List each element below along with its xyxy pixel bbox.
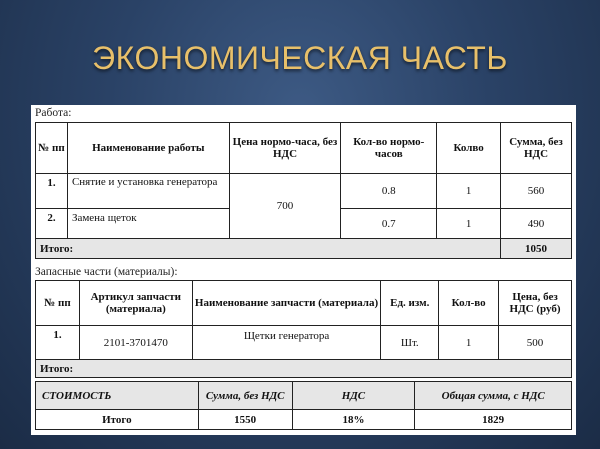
parts-col-price: Цена, без НДС (руб) [499,281,572,326]
work-row1-hours: 0.8 [341,174,437,209]
document-sheet [31,105,576,435]
parts-caption: Запасные части (материалы): [35,266,178,278]
work-row1-qty: 1 [437,174,501,209]
parts-col-qty: Кол-во [439,281,499,326]
parts-row1-qty: 1 [439,326,499,360]
slide-title: ЭКОНОМИЧЕСКАЯ ЧАСТЬ [92,40,508,76]
work-row2-name: Замена щеток [67,209,229,239]
work-row1-num: 1. [36,174,68,209]
work-table [35,122,572,259]
summary-row [36,410,572,430]
summary-col-sum: Сумма, без НДС [198,382,292,410]
work-total-value: 1050 [501,239,572,259]
work-col-sum: Сумма, без НДС [501,123,572,174]
work-total-label: Итого: [36,239,501,259]
parts-header-row [36,281,572,326]
work-total-row [36,239,572,259]
parts-col-article: Артикул запчасти (материала) [79,281,192,326]
work-col-price: Цена нормо-часа, без НДС [229,123,341,174]
parts-row1-num: 1. [36,326,80,360]
parts-row1-price: 500 [499,326,572,360]
work-row2-num: 2. [36,209,68,239]
summary-col-total: Общая сумма, с НДС [415,382,572,410]
summary-col-vat: НДС [292,382,415,410]
work-row2-hours: 0.7 [341,209,437,239]
parts-col-name: Наименование запчасти (материала) [192,281,381,326]
summary-row-label: Итого [36,410,199,430]
work-row2-qty: 1 [437,209,501,239]
parts-col-num: № пп [36,281,80,326]
parts-row1-article: 2101-3701470 [79,326,192,360]
work-row1-name: Снятие и установка генератора [67,174,229,209]
parts-table [35,280,572,378]
summary-header-row [36,382,572,410]
summary-table [35,381,572,430]
summary-vat-value: 18% [292,410,415,430]
parts-total-label: Итого: [36,360,572,378]
table-row [36,174,572,209]
parts-row1-unit: Шт. [381,326,439,360]
work-col-hours: Кол-во нормо-часов [341,123,437,174]
work-caption: Работа: [35,107,72,119]
work-col-num: № пп [36,123,68,174]
parts-total-row [36,360,572,378]
work-price-cell: 700 [229,174,341,239]
work-header-row [36,123,572,174]
parts-row1-name: Щетки генератора [192,326,381,360]
summary-total-value: 1829 [415,410,572,430]
work-col-qty: Колво [437,123,501,174]
work-row2-sum: 490 [501,209,572,239]
work-row1-sum: 560 [501,174,572,209]
parts-col-unit: Ед. изм. [381,281,439,326]
work-col-name: Наименование работы [67,123,229,174]
summary-col-label: СТОИМОСТЬ [36,382,199,410]
table-row [36,326,572,360]
summary-sum-value: 1550 [198,410,292,430]
